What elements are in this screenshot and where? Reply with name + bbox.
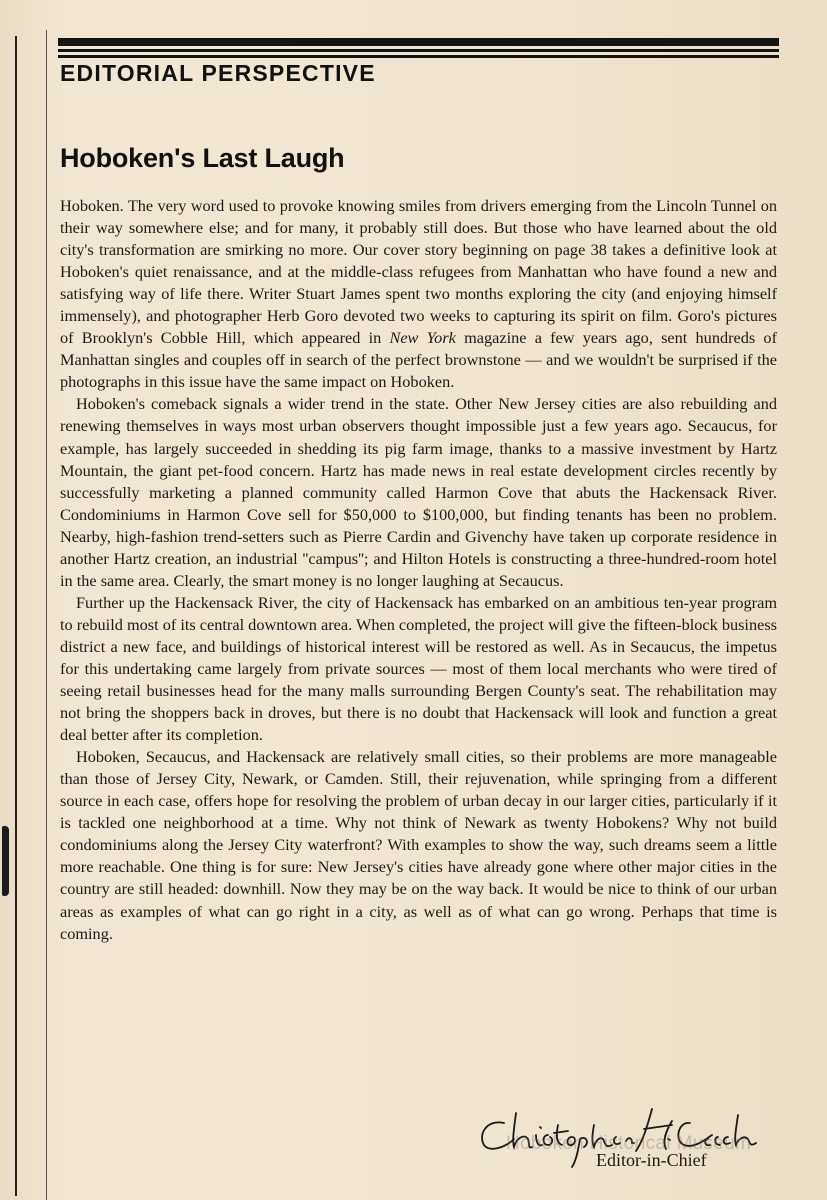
masthead-bar-thick <box>58 38 779 46</box>
signature-title: Editor-in-Chief <box>596 1150 707 1170</box>
magazine-title: New York <box>389 328 456 348</box>
museum-watermark: Hoboken Historical Museum <box>506 1133 752 1154</box>
paragraph-1-before: Hoboken. The very word used to provoke knowing smiles from drivers emerging from the Lincoln Tunnel on their way somewhere else; and for many, it probably still does. But those who have learned about the old city's transformation are smirking no more. Our cover story beginning on page 38 takes a definitive look at Hoboken's quiet renaissance, and at the middle-class refugees from Manhattan who have found a new and satisfying way of life there. Writer Stuart James spent two months exploring the city (and enjoying himself immensely), and photographer Herb Goro devoted two weeks to capturing its spirit on film. Goro's pictures of Brooklyn's Cobble Hill, which appeared in <box>60 196 777 348</box>
masthead-bar-thin-1 <box>58 49 779 52</box>
masthead-bars <box>58 38 779 58</box>
adjacent-page-mark <box>2 826 9 896</box>
paragraph-1 <box>60 195 777 393</box>
section-label: EDITORIAL PERSPECTIVE <box>60 60 376 86</box>
paragraph-3: Further up the Hackensack River, the city of Hackensack has embarked on an ambitious ten-year program to rebuild most of its central downtown area. When completed, the project will give the fifteen-block business district a new face, and buildings of historical interest will be restored as well. As in Secaucus, the impetus for this undertaking came largely from private sources — most of them local merchants who were tired of seeing retail businesses head for the many malls surrounding Bergen County's seat. The rehabilitation may not bring the shoppers back in droves, but there is no doubt that Hackensack will look and function a great deal better after its completion. <box>60 592 777 745</box>
adjacent-page-rule <box>15 36 17 1196</box>
column-divider <box>46 30 47 1200</box>
paragraph-1-after: magazine a few years ago, sent hundreds of Manhattan singles and couples off in search of the perfect brownstone — and we wouldn't be surprised if the photographs in this issue have the same impact on Hoboken. <box>60 328 777 392</box>
masthead-bar-thin-2 <box>58 55 779 58</box>
headline: Hoboken's Last Laugh <box>60 143 345 173</box>
paragraph-4: Hoboken, Secaucus, and Hackensack are relatively small cities, so their problems are more manageable than those of Jersey City, Newark, or Camden. Still, their rejuvenation, while springing from a different source in each case, offers hope for resolving the problem of urban decay in our larger cities, particularly if it is tackled one neighborhood at a time. Why not think of Newark as twenty Hobokens? Why not build condominiums along the Jersey City waterfront? With examples to show the way, such dreams seem a little more reachable. One thing is for sure: New Jersey's cities have already gone where other major cities in the country are still headed: downhill. Now they may be on the way back. It would be nice to think of our urban areas as examples of what can go right in a city, as well as of what can go wrong. Perhaps that time is coming. <box>60 747 777 943</box>
article-body <box>60 195 777 945</box>
paragraph-2: Hoboken's comeback signals a wider trend in the state. Other New Jersey cities are also rebuilding and renewing themselves in ways most urban observers thought impossible just a few years ago. Secaucus, for example, has largely succeeded in shedding its pig farm image, thanks to a massive investment by Hartz Mountain, the giant pet-food concern. Hartz has made news in real estate development circles recently by successfully marketing a planned community called Harmon Cove that abuts the Hackensack River. Condominiums in Harmon Cove sell for $50,000 to $100,000, but finding tenants has been no problem. Nearby, high-fashion trend-setters such as Pierre Cardin and Givenchy have taken up corporate residence in another Hartz creation, an industrial ''campus''; and Hilton Hotels is constructing a three-hundred-room hotel in the same area. Clearly, the smart money is no longer laughing at Secaucus. <box>60 394 777 590</box>
